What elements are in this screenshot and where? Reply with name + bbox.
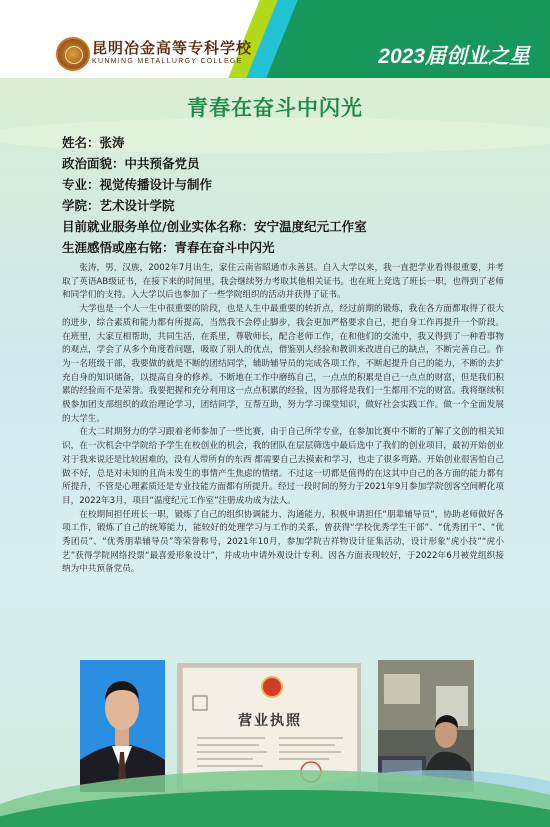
info-employer: 目前就业服务单位/创业实体名称：安宁温度纪元工作室: [62, 219, 367, 234]
info-name: 姓名：张涛: [62, 135, 125, 150]
header-banner: [0, 0, 550, 78]
portrait-illustration: [80, 660, 165, 792]
school-logo: [56, 37, 90, 71]
school-name-cn: 昆明冶金高等专科学校: [92, 39, 253, 57]
school-name-en: KUNMING METALLURGY COLLEGE: [92, 58, 243, 65]
info-major: 专业：视觉传播设计与制作: [62, 177, 213, 192]
portrait-photo: [80, 660, 165, 792]
school-logo-inner: [65, 46, 83, 64]
body-paragraph: 大学也是一个人一生中很重要的阶段，也是人生中最重要的转折点，经过前期的锻炼，我在各方面都取得了很大的进步，综合素质和能力都有所提高，当然我不会停止脚步，我会更加严格要求自己，把自身工作再提升一个阶段。在班里，大家互相帮助，共同生活，在系里，尊敬师长，配合老师工作，在和他们的交流中，我又得到了一种看事物的观点，学会了从多个角度看问题，吸取了别人的优点，借鉴别人经验和教训来改进自己的缺点，不断完善自己。作为一名班级干部，我要做的就是不断的团结同学，辅助辅导员的完成各项工作，不断起提升自己的能力，不断的去扩充自身的知识储备，以提高自身的修养。不断地在工作中磨练自己，一点点的积累是自己一点点的财富，但是我们积累的经验而不是荣誉。我要把握和充分利用这一点点积累的经验，因为那将是我们一生都用不完的财富。我将继续积极参加团支部组织的政治理论学习，团结同学，互帮互助，努力学习课堂知识，做好社会实践工作。做一个全面发展的大学生。: [62, 304, 504, 424]
body-paragraph: 在大二时期努力的学习跟着老师参加了一些比赛，由于自己所学专业，在参加比赛中不断的了解了文创的相关知识，在一次机会中学院给予学生在校创业的机会，我的团队在层层筛选中最后选中了我们的创业项目，最初开始创业对于我来说还是比较困难的，没有人带所有的东西 都需要自己去摸索和学习，也走了很多弯路。开始创业很害怕自己做不好，总是对未知的且尚未发生的事情产生焦虑的情绪。不过这一切都是值得的在这其中自己的各方面的能力都有所提升，不管是心理素质还是专业技能方面都有所提升。经过一段时间的努力于2021年9月参加学院创客空间孵化项目，2022年3月，项目“温度纪元工作室”注册成功成为法人。: [62, 427, 504, 506]
info-motto: 生涯感悟或座右铭：青春在奋斗中闪光: [62, 240, 275, 255]
page-headline: 青春在奋斗中闪光: [187, 96, 363, 120]
info-college: 学院：艺术设计学院: [62, 198, 175, 213]
body-text: [62, 262, 504, 577]
body-paragraph: 张涛，男，汉族，2002年7月出生，家住云南省昭通市永善县。自入大学以来，我一直把学业看得很重要，并考取了英语AB级证书，在接下来的时间里，我会继续努力考取其他相关证书。也在班上竞选了班长一职，也得到了老师和同学们的支持。入大学以后也参加了一些学院组织的活动并获得了证书。: [62, 263, 504, 301]
header-title: 2023届创业之星: [378, 45, 530, 68]
info-political-status: 政治面貌：中共预备党员: [62, 156, 200, 171]
body-paragraph: 在校期间担任班长一职，锻炼了自己的组织协调能力、沟通能力，积极申请担任“朋辈辅导员”，协助老师做好各项工作，锻炼了自己的统筹能力，能较好的处理学习与工作的关系，曾获得“学校优秀学生干部”、“优秀团干”、“优秀团员”、“优秀朋辈辅导员”等荣誉称号，2021年10月，参加学院吉祥物设计征集活动，设计形象“虎小技”“虎小艺”获得学院网络投票“最喜爱形象设计”，并成功申请外观设计专利。因各方面表现较好，于2022年6月被党组织接纳为中共预备党员。: [62, 509, 504, 575]
business-license-title: 营业执照: [238, 713, 302, 729]
